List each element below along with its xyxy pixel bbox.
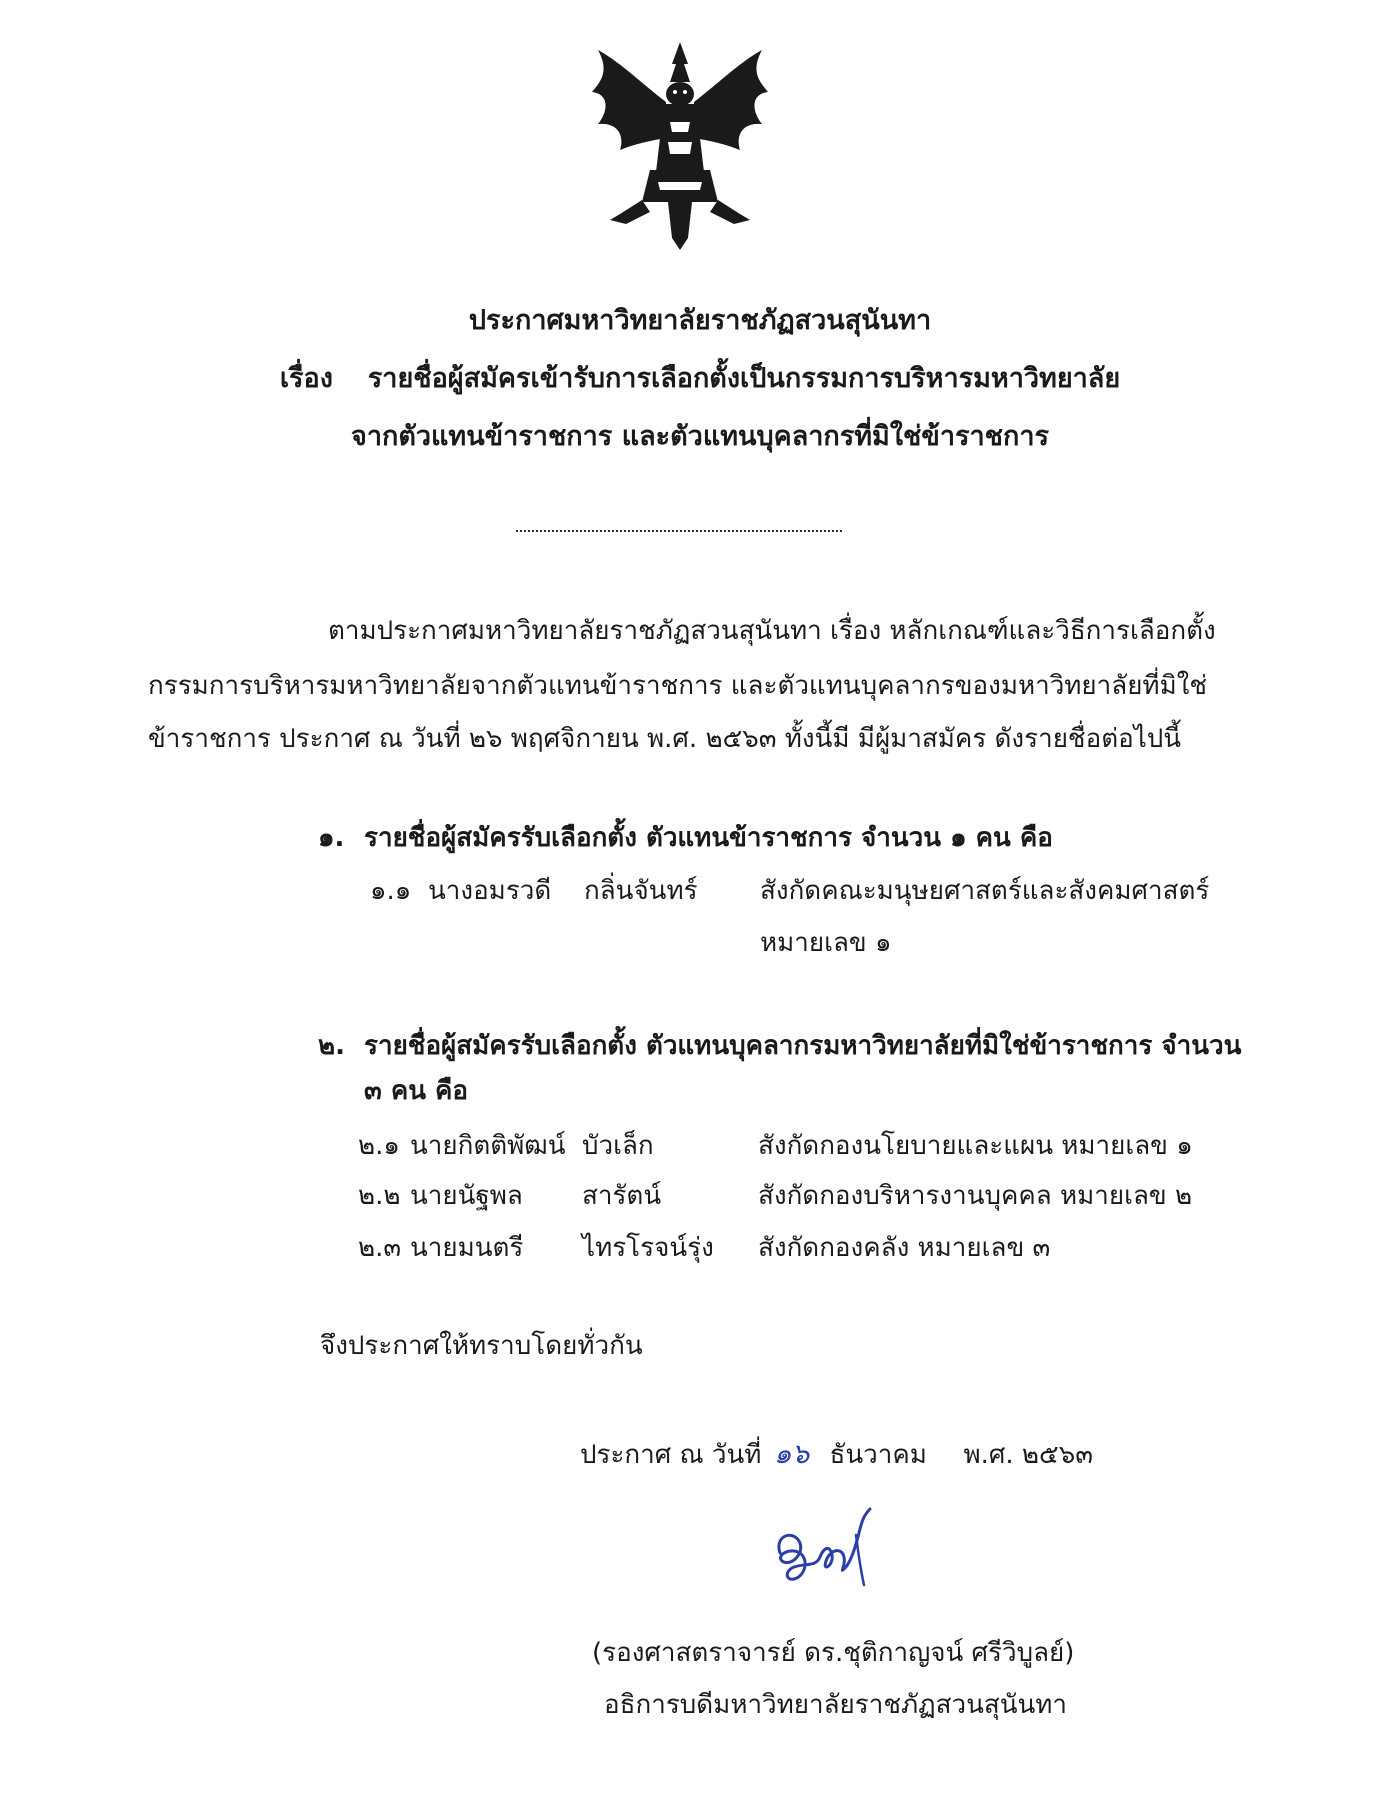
section1-number: ๑. bbox=[318, 823, 345, 853]
date-year: พ.ศ. ๒๕๖๓ bbox=[963, 1440, 1093, 1470]
date-prefix: ประกาศ ณ วันที่ bbox=[580, 1440, 762, 1470]
announcement-date bbox=[580, 1432, 1093, 1476]
date-month: ธันวาคม bbox=[829, 1440, 927, 1470]
candidate-2-3-first: นายมนตรี bbox=[410, 1233, 524, 1263]
closing-statement: จึงประกาศให้ทราบโดยทั่วกัน bbox=[320, 1331, 643, 1361]
candidate-2-2-first: นายนัฐพล bbox=[410, 1181, 523, 1211]
announcement-subject-cont: จากตัวแทนข้าราชการ และตัวแทนบุคลากรที่มิใช่ข้าราชการ bbox=[351, 421, 1049, 452]
candidate-1-1-no: ๑.๑ bbox=[370, 876, 412, 906]
candidate-2-3-no: ๒.๓ bbox=[358, 1233, 402, 1263]
intro-line-1: ตามประกาศมหาวิทยาลัยราชภัฏสวนสุนันทา เรื่อง หลักเกณฑ์และวิธีการเลือกตั้ง bbox=[328, 616, 1216, 646]
section2-heading: รายชื่อผู้สมัครรับเลือกตั้ง ตัวแทนบุคลากรมหาวิทยาลัยที่มิใช่ข้าราชการ จำนวน bbox=[364, 1031, 1242, 1061]
date-day: ๑๖ bbox=[773, 1437, 810, 1470]
section1-heading: รายชื่อผู้สมัครรับเลือกตั้ง ตัวแทนข้าราชการ จำนวน ๑ คน คือ bbox=[364, 823, 1053, 853]
subject-label: เรื่อง bbox=[279, 363, 333, 394]
signature-icon bbox=[760, 1505, 890, 1595]
candidate-1-1-first: นางอมรวดี bbox=[428, 876, 552, 906]
candidate-2-2-last: สารัตน์ bbox=[582, 1181, 662, 1211]
candidate-2-1-unit: สังกัดกองนโยบายและแผน หมายเลข ๑ bbox=[758, 1131, 1193, 1161]
intro-line-2: กรรมการบริหารมหาวิทยาลัยจากตัวแทนข้าราชการ และตัวแทนบุคลากรของมหาวิทยาลัยที่มิใช่ bbox=[148, 671, 1208, 701]
announcement-subject bbox=[0, 356, 1400, 399]
signer-name: (รองศาสตราจารย์ ดร.ชุติกาญจน์ ศรีวิบูลย์) bbox=[592, 1638, 1075, 1668]
section2-number: ๒. bbox=[318, 1031, 346, 1061]
candidate-1-1-last: กลิ่นจันทร์ bbox=[584, 876, 698, 906]
candidate-2-1-last: บัวเล็ก bbox=[582, 1131, 654, 1161]
signer-position: อธิการบดีมหาวิทยาลัยราชภัฏสวนสุนันทา bbox=[604, 1690, 1067, 1720]
announcement-title: ประกาศมหาวิทยาลัยราชภัฏสวนสุนันทา bbox=[468, 305, 932, 336]
intro-line-3: ข้าราชการ ประกาศ ณ วันที่ ๒๖ พฤศจิกายน พ.ศ. ๒๕๖๓ ทั้งนี้มี มีผู้มาสมัคร ดังรายชื่อต่อไปนี้ bbox=[148, 724, 1182, 754]
candidate-2-1-first: นายกิตติพัฒน์ bbox=[410, 1131, 566, 1161]
candidate-1-1-unit: สังกัดคณะมนุษยศาสตร์และสังคมศาสตร์ bbox=[760, 876, 1210, 906]
candidate-2-3-last: ไทรโรจน์รุ่ง bbox=[582, 1233, 714, 1263]
subject-text: รายชื่อผู้สมัครเข้ารับการเลือกตั้งเป็นกรรมการบริหารมหาวิทยาลัย bbox=[367, 363, 1121, 394]
candidate-1-1-number: หมายเลข ๑ bbox=[760, 928, 892, 958]
section2-heading-cont: ๓ คน คือ bbox=[364, 1076, 469, 1106]
candidate-2-2-unit: สังกัดกองบริหารงานบุคคล หมายเลข ๒ bbox=[758, 1181, 1193, 1211]
candidate-2-3-unit: สังกัดกองคลัง หมายเลข ๓ bbox=[758, 1233, 1051, 1263]
divider-dots bbox=[516, 530, 842, 532]
candidate-2-1-no: ๒.๑ bbox=[358, 1131, 400, 1161]
garuda-emblem-icon bbox=[580, 42, 780, 252]
candidate-2-2-no: ๒.๒ bbox=[358, 1181, 401, 1211]
